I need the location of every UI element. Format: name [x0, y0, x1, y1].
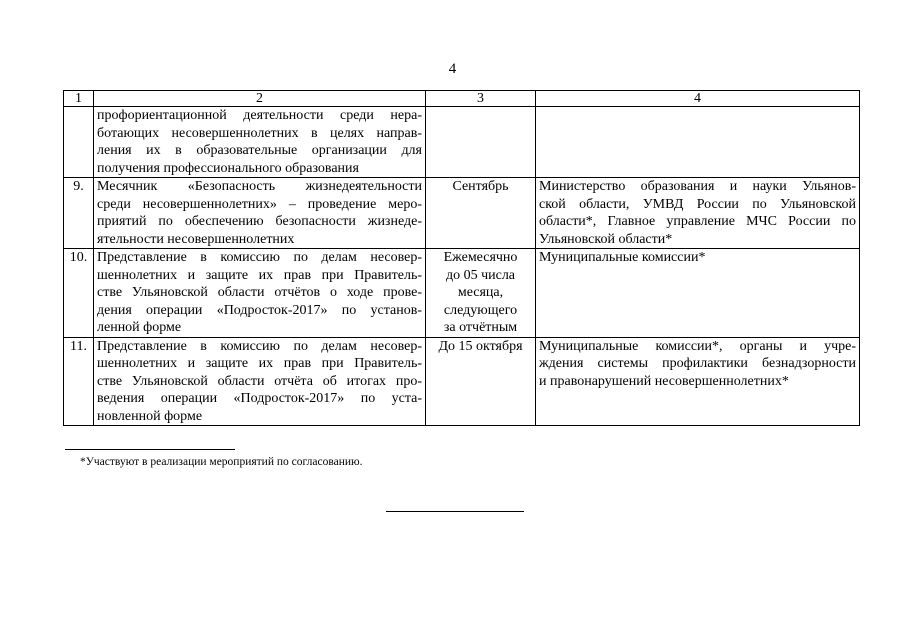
footnote: *Участвуют в реализации мероприятий по согласованию.: [80, 456, 363, 468]
row-number: 11.: [64, 337, 94, 426]
text-line: получения профессионального образования: [97, 160, 359, 176]
column-header: 2: [94, 91, 426, 107]
column-header: 4: [536, 91, 860, 107]
text-line: ской области, УМВД России по Ульяновской: [539, 196, 856, 212]
column-header: 3: [426, 91, 536, 107]
table-row: [64, 107, 860, 178]
executor-cell: [536, 107, 860, 178]
term-cell: [426, 337, 536, 426]
text-line: стве Ульяновской области отчётов о ходе прове-: [97, 285, 422, 300]
footnote-divider: [65, 449, 235, 450]
activity-cell: [94, 337, 426, 426]
term-cell: [426, 107, 536, 178]
term-line: Ежемесячно: [443, 250, 518, 265]
text-line: и правонарушений несовершеннолетних*: [539, 373, 789, 389]
column-header: 1: [64, 91, 94, 107]
text-line: дения операции «Подросток-2017» по установ-: [97, 302, 422, 318]
activities-table: [63, 90, 860, 426]
end-divider: [386, 511, 524, 512]
text-line: Представление в комиссию по делам несовер-: [97, 250, 422, 265]
text-line: ждения системы профилактики безнадзорности: [539, 356, 856, 371]
term-cell: [426, 249, 536, 338]
table-row: [64, 178, 860, 249]
text-line: среди несовершеннолетних» – проведение меро-: [97, 196, 422, 212]
term-line: Сентябрь: [452, 179, 509, 194]
text-line: Министерство образования и науки Ульянов-: [539, 179, 856, 194]
text-line: Ульяновской области*: [539, 231, 673, 247]
row-number: 9.: [64, 178, 94, 249]
text-line: области*, Главное управление МЧС России по: [539, 214, 856, 229]
table-row: [64, 249, 860, 338]
activity-cell: [94, 107, 426, 178]
text-line: новленной форме: [97, 408, 203, 424]
page-number: 4: [448, 61, 457, 77]
text-line: приятий по обеспечению безопасности жизнеде-: [97, 214, 422, 229]
term-line: месяца,: [457, 285, 504, 300]
text-line: ятельности несовершеннолетних: [97, 231, 295, 247]
text-line: Представление в комиссию по делам несовер-: [97, 338, 422, 354]
activity-cell: [94, 178, 426, 249]
text-line: Муниципальные комиссии*: [539, 250, 706, 265]
text-line: стве Ульяновской области отчёта об итогах про-: [97, 373, 422, 389]
table-header-row: [64, 91, 860, 107]
executor-cell: [536, 249, 860, 338]
text-line: ботающих несовершеннолетних в целях направ-: [97, 125, 422, 141]
text-line: ведения операции «Подросток-2017» по уста-: [97, 391, 422, 406]
term-line: до 05 числа: [445, 267, 516, 283]
text-line: ления их в образовательные организации для: [97, 143, 422, 158]
text-line: шеннолетних и защите их прав при Правитель-: [97, 267, 422, 283]
term-line: за отчётным: [443, 320, 518, 335]
text-line: профориентационной деятельности среди нера-: [97, 108, 422, 123]
text-line: шеннолетних и защите их прав при Правитель-: [97, 356, 422, 371]
text-line: Муниципальные комиссии*, органы и учре-: [539, 338, 856, 354]
executor-cell: [536, 178, 860, 249]
row-number: [64, 107, 94, 178]
executor-cell: [536, 337, 860, 426]
activity-cell: [94, 249, 426, 338]
text-line: ленной форме: [97, 320, 182, 335]
text-line: Месячник «Безопасность жизнедеятельности: [97, 179, 422, 194]
term-line: До 15 октября: [438, 338, 523, 354]
term-cell: [426, 178, 536, 249]
term-line: следующего: [443, 302, 518, 318]
table-row: [64, 337, 860, 426]
row-number: 10.: [64, 249, 94, 338]
